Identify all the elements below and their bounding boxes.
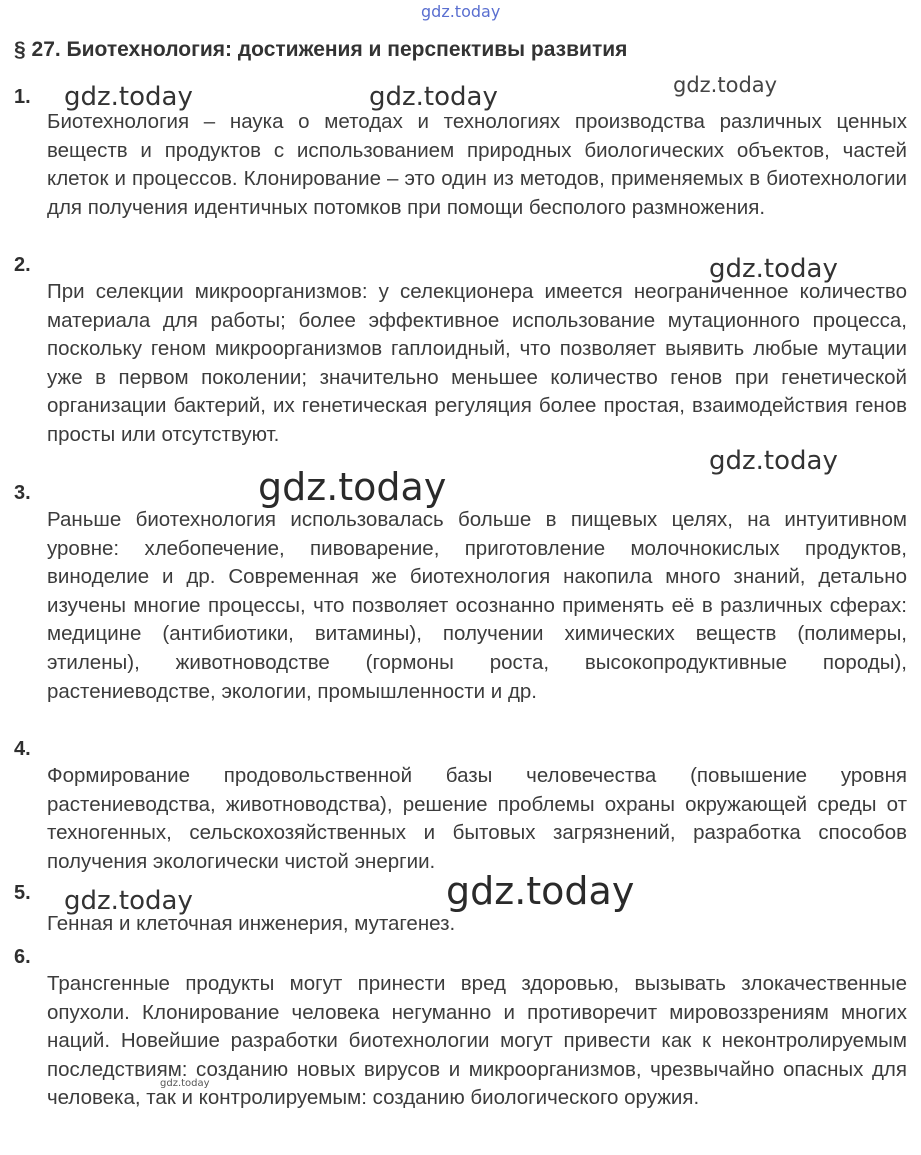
- answer-paragraph: Раньше биотехнология использовалась больше в пищевых целях, на интуитивном уровне: хлебопечение, пивоварение, приготовление молочнокислых продуктов, виноделие и др. Современная же биотехнология накопила много знаний, детально изучены многие процессы, что позволяет осознанно применять её в различных сферах: медицине (антибиотики, витамины), получении химических веществ (полимеры, этилены), животноводстве (гормоны роста, высокопродуктивные породы), растениеводстве, экологии, промышленности и др.: [47, 508, 907, 703]
- watermark-text: gdz.today: [258, 465, 447, 509]
- page-title: § 27. Биотехнология: достижения и перспективы развития: [14, 38, 628, 61]
- watermark-text: gdz.today: [64, 82, 193, 112]
- answer-paragraph: Формирование продовольственной базы человечества (повышение уровня растениеводства, животноводства), решение проблемы охраны окружающей среды от техногенных, сельскохозяйственных и бытовых загрязнений, разработка способов получения экологически чистой энергии.: [47, 764, 907, 873]
- watermark-text: gdz.today: [709, 254, 838, 284]
- item-number: 4.: [14, 738, 31, 760]
- answer-paragraph: Трансгенные продукты могут принести вред здоровью, вызывать злокачественные опухоли. Клонирование человека негуманно и противоречит мировоззрениям многих наций. Новейшие разработки биотехнологии могут привести как к неконтролируемым последствиям: созданию новых вирусов и микроорганизмов, чрезвычайно опасных для человека, так и контролируемым: созданию биологического оружия.: [47, 972, 907, 1110]
- watermark-text: gdz.today: [709, 446, 838, 476]
- answer-paragraph: Биотехнология – наука о методах и технологиях производства различных ценных веществ и продуктов с использованием природных биологических объектов, частей клеток и процессов. Клонирование – это один из методов, применяемых в биотехнологии для получения идентичных потомков при помощи бесполого размножения.: [47, 110, 907, 219]
- watermark-text: gdz.today: [421, 2, 501, 21]
- item-number: 1.: [14, 86, 31, 108]
- watermark-text: gdz.today: [64, 886, 193, 916]
- answer-paragraph: Генная и клеточная инженерия, мутагенез.: [47, 912, 456, 935]
- watermark-text: gdz.today: [673, 73, 778, 97]
- item-number: 3.: [14, 482, 31, 504]
- watermark-text: gdz.today: [446, 869, 635, 913]
- watermark-text: gdz.today: [369, 82, 498, 112]
- item-number: 5.: [14, 882, 31, 904]
- item-number: 6.: [14, 946, 31, 968]
- answer-paragraph: При селекции микроорганизмов: у селекционера имеется неограниченное количество материала для работы; более эффективное использование мутационного процесса, поскольку геном микроорганизмов гаплоидный, что позволяет выявить любые мутации уже в первом поколении; значительно меньшее количество генов при генетической организации бактерий, их генетическая регуляция более простая, взаимодействия генов просты или отсутствуют.: [47, 280, 907, 446]
- item-number: 2.: [14, 254, 31, 276]
- watermark-text: gdz.today: [160, 1078, 210, 1089]
